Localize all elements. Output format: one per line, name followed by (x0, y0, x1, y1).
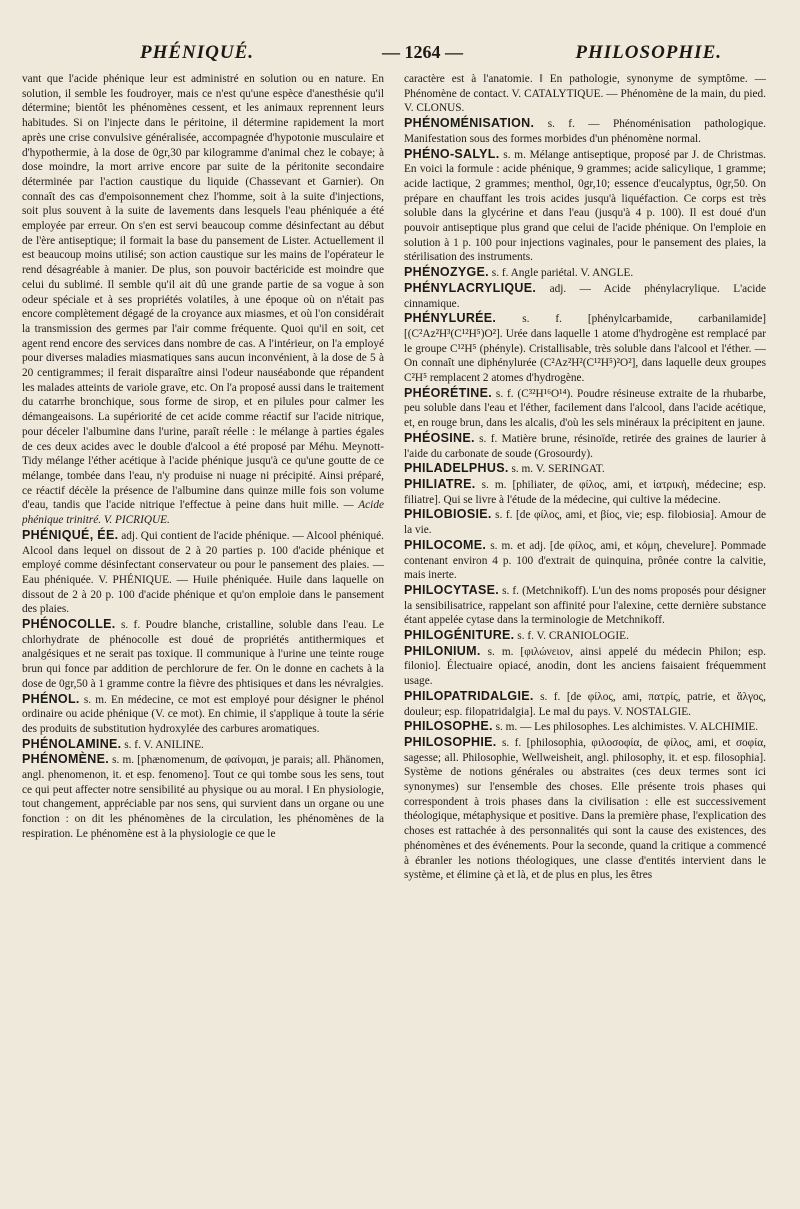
entry-pheoretine: PHÉORÉTINE. s. f. (C³²H¹⁶O¹⁴). Poudre résineuse extraite de la rhubarbe, peu soluble dans l'eau et l'éther, facilement dans l'alcool, dans l'acide acétique, et, en rouge brun, dans les alcalis, d'où les sels minéraux la précipitent en jaune. (404, 385, 766, 430)
entry-phenol: PHÉNOL. s. m. En médecine, ce mot est employé pour désigner le phénol ordinaire ou acide phénique (V. ce mot). En chimie, il s'applique à toute la série des produits de substitution hydroxylée des carbures aromatiques. (22, 691, 384, 735)
entry-phenomenisation: PHÉNOMÉNISATION. s. f. — Phénoménisation pathologique. Manifestation sous des formes morbides d'un phénomène normal. (404, 116, 766, 145)
entry-phenolamine: PHÉNOLAMINE. s. f. V. ANILINE. (22, 736, 204, 751)
headword: PHILOGÉNITURE. (404, 628, 515, 643)
entry-phenocolle: PHÉNOCOLLE. s. f. Poudre blanche, cristalline, soluble dans l'eau. Le chlorhydrate de phénocolle est doué de propriétés antithermiques et analgésiques et ne serait pas toxique. Il communique à l'urine une teinte rouge brun qui fonce par addition de perchlorure de fer. On le donne en cachets à la dose de 0gr,50 à 1 gramme contre la fièvre des phtisiques et dans les névralgies. (22, 617, 384, 690)
headword: PHÉNO-SALYL. (404, 146, 500, 161)
right-column (404, 72, 766, 1200)
header-left-word: PHÉNIQUÉ. (140, 42, 255, 63)
headword: PHÉNOMÈNE. (22, 752, 110, 767)
entry-phenylacrylique: PHÉNYLACRYLIQUE. adj. — Acide phénylacrylique. L'acide cinnamique. (404, 280, 766, 310)
entry-philosophe: PHILOSOPHE. s. m. — Les philosophes. Les alchimistes. V. ALCHIMIE. (404, 719, 759, 734)
headword: PHÉORÉTINE. (404, 385, 493, 400)
entry-pheno-salyl: PHÉNO-SALYL. s. m. Mélange antiseptique, proposé par J. de Christmas. En voici la formule : acide phénique, 9 grammes; acide salicylique, 1 gramme; acide lactique, 2 grammes; menthol, 0gr,10; essence d'eucalyptus, 0gr,50. On prépare en chauffant les trois acides jusqu'à liquéfaction. Ce corps est très soluble dans la glycérine et dans l'eau (jusqu'à 4 p. 100). Il est doué d'un pouvoir antiseptique plus grand que celui de l'acide phénique. On l'emploie en solution à 1 p. 100 pour injections vaginales, pour le pansement des plaies, la stérilisation des instruments. (404, 146, 766, 264)
continued-paragraph: vant que l'acide phénique leur est administré en solution ou en nature. En solution, il semble les foudroyer, mais ce n'est qu'une espèce d'anesthésie qu'il détermine; bientôt les phénomènes cessent, et les animaux reprennent leurs habitudes. Si on l'injecte dans le péritoine, il détermine rapidement la mort après une crise convulsive généralisée, accompagnée d'hypotonie musculaire et d'hypothermie, à la dose de 0gr,30 par kilogramme d'animal chez le cobaye; à dose moindre, la mort arrive encore par suite de la péritonite secondaire déterminée par l'action caustique du liquide (Chassevant et Garnier). On connaît des cas d'empoisonnement chez l'homme, soit à la suite d'injections, soit plus souvent à la suite de lavements dans lesquels l'eau phéniquée a été employée par erreur. On s'en est servi beaucoup comme désinfectant au début de l'ère antiseptique; il formait la base du pansement de Lister. Actuellement il est beaucoup moins utilisé; son action caustique sur les mains de l'opérateur le rend désagréable à manier. De plus, son pouvoir bactéricide est moindre que celui du sublimé. Il semble qu'il ait dû une grande partie de sa vogue à son odeur spéciale et à ses propriétés volatiles, à une époque où on n'était pas encore complètement dégagé de la croyance aux miasmes, et où l'on considérait la transmission des germes par l'air comme fréquente. Quoi qu'il en soit, cet agent rend encore des services dans nombre de cas. A l'intérieur, on l'a employé pour diverses maladies miasmatiques sans aucun inconvénient, à la dose de 5 à 20 centigrammes; il ferait disparaître ainsi l'odeur nauséabonde que répandent les malades atteints de variole grave, etc. On l'a proposé aussi dans le traitement du catarrhe bronchique, sous forme de sirop, et en pilules pour calmer les démangeaisons. La supériorité de cet acide comme réactif sur l'acide nitrique, pour déceler l'albumine dans l'urine, paraît réelle : le mélange à parties égales de ces deux acides avec le double d'alcool a été proposé par Méhu. Meynott-Tidy mélange l'éther acétique à l'acide phénique jusqu'à ce qu'une goutte de ce mélange, tombée dans l'eau, n'y produise ni nuage ni précipité. Ainsi préparé, ce réactif décèle la présence de l'albumine dans quinze mille fois son volume d'eau, tandis que l'acide nitrique l'effectue à peine dans huit mille. — Acide phénique trinitré. V. PICRIQUE. (22, 73, 384, 527)
headword: PHILOBIOSIE. (404, 507, 492, 522)
continued-paragraph: caractère est à l'anatomie. ‖ En pathologie, synonyme de symptôme. — Phénomène de contact. V. CATALYTIQUE. — Phénomène de la main, du pied. V. CLONUS. (404, 73, 766, 115)
header-right-word: PHILOSOPHIE. (575, 42, 722, 63)
left-column (22, 72, 384, 1200)
entry-philocytase: PHILOCYTASE. s. f. (Metchnikoff). L'un des noms proposés pour désigner la sensibilisatrice, rappelant son affinité pour l'alexine, cette dernière substance étant appelée cytase dans la terminologie de Metchnikoff. (404, 582, 766, 627)
headword: PHILOPATRIDALGIE. (404, 688, 534, 703)
headword: PHÉOSINE. (404, 430, 475, 445)
headword: PHILOSOPHE. (404, 719, 493, 734)
headword: PHÉNOCOLLE. (22, 617, 116, 632)
headword: PHÉNOMÉNISATION. (404, 116, 535, 131)
entry-philosophie: PHILOSOPHIE. s. f. [philosophia, φιλοσοφία, de φίλος, ami, et σοφία, sagesse; all. Philosophie, Wellweisheit, angl. philosophy, it. et esp. filosophia]. Système de notions générales ou abstraites (ces deux termes sont ici synonymes) sur l'ensemble des choses. Elle présente trois phases qui correspondent à trois phases dans la civilisation : elle est successivement théologique, métaphysique et positive. Dans la première phase, l'explication des choses est rattachée à des personnalités qui sont la cause des existences, des phénomènes et des événements. Pour la seconde, quand la critique a commencé à ébranler les notions théologiques, une classe d'entités intervient dans le système, et élimine çà et là, et de plus en plus, les êtres (404, 734, 766, 882)
entry-phenomene: PHÉNOMÈNE. s. m. [phænomenum, de φαίνομαι, je parais; all. Phänomen, angl. phenomenon, it. et esp. fenomeno]. Tout ce qui tombe sous les sens, tout ce qui peut affecter notre sensibilité au physique ou au moral. ‖ En physiologie, tout changement, appréciable par nos sens, qui survient dans un organe ou une fonction : on dit les phénomènes de la circulation, les phénomènes de la respiration. Le phénomène est à la physiologie ce que le (22, 752, 384, 840)
headword: PHÉNOZYGE. (404, 265, 489, 280)
entry-pheosine: PHÉOSINE. s. f. Matière brune, résinoïde, retirée des graines de laurier à l'aide du carbonate de soude (Grosourdy). (404, 430, 766, 460)
entry-phenyluree: PHÉNYLURÉE. s. f. [phénylcarbamide, carbanilamide] [(C²Az²H³(C¹²H⁵)O²]. Urée dans laquelle 1 atome d'hydrogène est remplacé par le groupe C¹²H⁵ (phényle). Cristallisable, très soluble dans l'alcool et l'éther. — On connaît une diphénylurée (C²Az²H²(C¹²H⁵)²O²], dans laquelle deux groupes C²H⁵ remplacent 2 atomes d'hydrogène. (404, 311, 766, 385)
headword: PHÉNOL. (22, 691, 80, 706)
entry-philadelphus: PHILADELPHUS. s. m. V. SERINGAT. (404, 461, 605, 476)
headword: PHÉNOLAMINE. (22, 736, 122, 751)
entry-phenozyge: PHÉNOZYGE. s. f. Angle pariétal. V. ANGLE. (404, 265, 634, 280)
entry-philobiosie: PHILOBIOSIE. s. f. [de φίλος, ami, et βίος, vie; esp. filobiosia]. Amour de la vie. (404, 507, 766, 537)
headword: PHILADELPHUS. (404, 461, 509, 476)
headword: PHILOCOME. (404, 537, 487, 552)
headword: PHÉNIQUÉ, ÉE. (22, 527, 119, 542)
two-column-body (22, 72, 766, 1200)
entry-philogeniture: PHILOGÉNITURE. s. f. V. CRANIOLOGIE. (404, 628, 629, 643)
entry-philopatridalgie: PHILOPATRIDALGIE. s. f. [de φίλος, ami, πατρίς, patrie, et ἄλγος, douleur; esp. filopatridalgia]. Le mal du pays. V. NOSTALGIE. (404, 688, 766, 718)
headword: PHILIATRE. (404, 476, 476, 491)
headword: PHILOSOPHIE. (404, 734, 497, 749)
headword: PHÉNYLURÉE. (404, 311, 497, 326)
entry-philonium: PHILONIUM. s. m. [φιλώνειον, ainsi appelé du médecin Philon; esp. filonio]. Électuaire opiacé, anodin, dont les anciens faisaient fréquemment usage. (404, 643, 766, 688)
running-header (22, 38, 766, 72)
entry-pheniquee: PHÉNIQUÉ, ÉE. adj. Qui contient de l'acide phénique. — Alcool phéniqué. Alcool dans lequel on dissout de 2 à 20 parties p. 100 d'acide phénique et employé comme désinfectant conservateur ou pour le pansement des plaies. — Eau phéniquée. V. PHÉNIQUE. — Huile phéniquée. Huile dans laquelle on dissout de 2 à 20 p. 100 d'acide phénique et qu'on emploie dans le pansement des plaies. (22, 527, 384, 616)
headword: PHILOCYTASE. (404, 582, 500, 597)
headword: PHÉNYLACRYLIQUE. (404, 280, 537, 295)
headword: PHILONIUM. (404, 643, 481, 658)
page-number: — 1264 — (382, 42, 463, 62)
entry-philocome: PHILOCOME. s. m. et adj. [de φίλος, ami, et κόμη, chevelure]. Pommade contenant environ 4 p. 100 d'extrait de quinquina, prônée contre la calvitie, mais inerte. (404, 537, 766, 582)
entry-philiatre: PHILIATRE. s. m. [philiater, de φίλος, ami, et ἰατρικὴ, médecine; esp. filiatre]. Qui se livre à l'étude de la médecine, qui cultive la médecine. (404, 476, 766, 506)
